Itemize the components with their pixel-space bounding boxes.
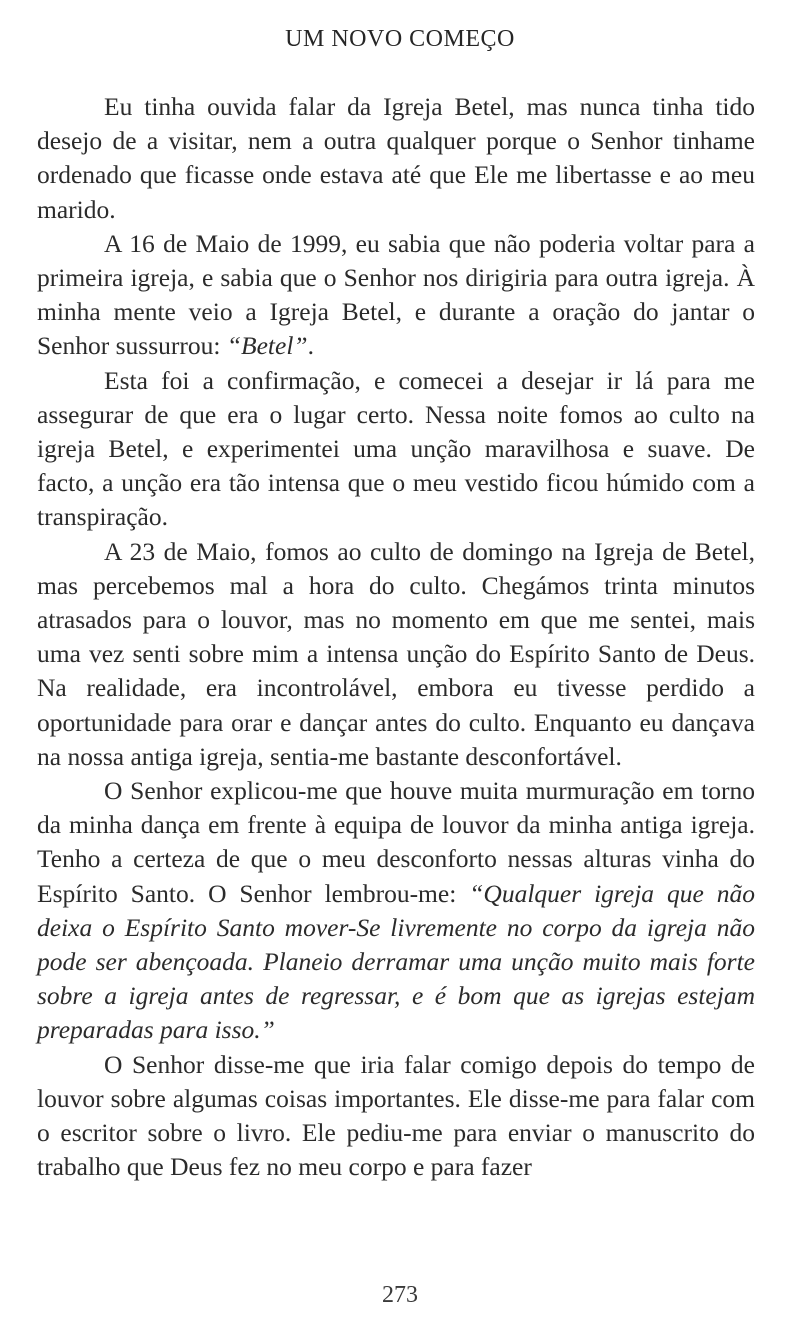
body-text (37, 90, 755, 1185)
paragraph-5-quote: “Qualquer igreja que não deixa o Espírito Santo mover-Se livremente no corpo da igreja não pode ser abençoada. Planeio derramar uma unção muito mais forte sobre a igreja antes de regressar, e é bom que as igrejas estejam preparadas para isso.” (37, 878, 755, 1045)
paragraph-3: Esta foi a confirmação, e comecei a desejar ir lá para me assegurar de que era o lugar certo. Nessa noite fomos ao culto na igreja Betel, e experimentei uma unção maravilhosa e suave. De facto, a unção era tão intensa que o meu vestido ficou húmido com a transpiração. (37, 365, 755, 532)
paragraph-6: O Senhor disse-me que iria falar comigo depois do tempo de louvor sobre algumas coisas importantes. Ele disse-me para falar com o escritor sobre o livro. Ele pediu-me para enviar o manuscrito do trabalho que Deus fez no meu corpo e para fazer (37, 1049, 755, 1182)
paragraph-1: Eu tinha ouvida falar da Igreja Betel, mas nunca tinha tido desejo de a visitar, nem a outra qualquer porque o Senhor tinhame ordenado que ficasse onde estava até que Ele me libertasse e ao meu marido. (37, 92, 755, 224)
running-head: UM NOVO COMEÇO (285, 26, 515, 52)
paragraph-2-end: . (307, 331, 314, 361)
page-number: 273 (382, 1282, 418, 1308)
paragraph-2-quote: “Betel” (226, 331, 308, 361)
paragraph-2 (37, 227, 755, 364)
paragraph-2-text: A 16 de Maio de 1999, eu sabia que não poderia voltar para a primeira igreja, e sabia que o Senhor nos dirigiria para outra igreja. À minha mente veio a Igreja Betel, e durante a oração do jantar o Senhor sussurrou: (37, 228, 755, 361)
paragraph-5 (37, 774, 755, 1048)
paragraph-4: A 23 de Maio, fomos ao culto de domingo na Igreja de Betel, mas percebemos mal a hora do culto. Chegámos trinta minutos atrasados para o louvor, mas no momento em que me sentei, mais uma vez senti sobre mim a intensa unção do Espírito Santo de Deus. Na realidade, era incontrolável, embora eu tivesse perdido a oportunidade para orar e dançar antes do culto. Enquanto eu dançava na nossa antiga igreja, sentia-me bastante desconfortável. (37, 536, 755, 771)
paragraph-5-text: O Senhor explicou-me que houve muita murmuração em torno da minha dança em frente à equipa de louvor da minha antiga igreja. Tenho a certeza de que o meu desconforto nessas alturas vinha do Espírito Santo. O Senhor lembrou-me: (37, 776, 755, 908)
